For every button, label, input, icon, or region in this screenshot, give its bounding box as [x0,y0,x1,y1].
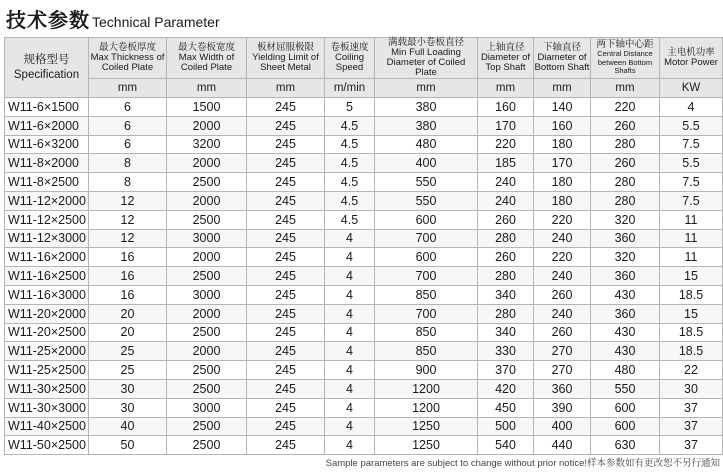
value-cell: 270 [534,361,591,380]
table-row [5,398,723,417]
value-cell: 360 [534,379,591,398]
header-col-thickness: 最大卷板厚度 Max Thickness of Coiled Plate [89,38,167,79]
value-cell: 245 [247,98,325,117]
value-cell: 900 [375,361,478,380]
value-cell: 4.5 [325,135,375,154]
value-cell: 330 [478,342,534,361]
value-cell: 5.5 [660,154,723,173]
value-cell: 4 [325,398,375,417]
disclaimer-note: Sample parameters are subject to change without prior notice!样本参数如有更改恕不另行通知 [325,458,720,469]
unit-cell: mm [478,79,534,98]
value-cell: 3200 [167,135,247,154]
value-cell: 20 [89,323,167,342]
value-cell: 4.5 [325,191,375,210]
model-cell: W11-50×2500 [5,436,89,455]
value-cell: 630 [591,436,660,455]
value-cell: 2000 [167,248,247,267]
value-cell: 2000 [167,342,247,361]
value-cell: 4 [325,361,375,380]
value-cell: 4 [660,98,723,117]
value-cell: 2500 [167,210,247,229]
unit-cell: m/min [325,79,375,98]
value-cell: 245 [247,135,325,154]
value-cell: 4 [325,342,375,361]
header-col-bottom-shaft: 下轴直径 Diameter of Bottom Shaft [534,38,591,79]
table-row [5,229,723,248]
value-cell: 260 [534,285,591,304]
value-cell: 2000 [167,191,247,210]
value-cell: 380 [375,116,478,135]
value-cell: 245 [247,304,325,323]
table-row [5,154,723,173]
value-cell: 4 [325,248,375,267]
value-cell: 245 [247,417,325,436]
value-cell: 220 [534,210,591,229]
header-model-cn: 规格型号 [23,53,70,66]
value-cell: 4 [325,417,375,436]
value-cell: 850 [375,323,478,342]
value-cell: 22 [660,361,723,380]
table-row [5,379,723,398]
value-cell: 220 [591,98,660,117]
value-cell: 245 [247,379,325,398]
value-cell: 360 [591,267,660,286]
value-cell: 240 [534,229,591,248]
value-cell: 140 [534,98,591,117]
value-cell: 240 [478,191,534,210]
value-cell: 2500 [167,173,247,192]
value-cell: 7.5 [660,173,723,192]
value-cell: 20 [89,304,167,323]
value-cell: 280 [591,135,660,154]
value-cell: 700 [375,229,478,248]
value-cell: 11 [660,248,723,267]
value-cell: 50 [89,436,167,455]
header-col-motor-power: 主电机功率 Motor Power [660,38,723,79]
value-cell: 700 [375,267,478,286]
value-cell: 430 [591,323,660,342]
value-cell: 3000 [167,229,247,248]
value-cell: 280 [478,267,534,286]
model-cell: W11-6×3200 [5,135,89,154]
header-model [5,38,89,98]
value-cell: 2500 [167,323,247,342]
table-row [5,436,723,455]
value-cell: 1250 [375,436,478,455]
value-cell: 8 [89,154,167,173]
title-chinese: 技术参数 [6,10,90,32]
value-cell: 6 [89,98,167,117]
value-cell: 12 [89,229,167,248]
value-cell: 4 [325,285,375,304]
value-cell: 245 [247,210,325,229]
value-cell: 37 [660,436,723,455]
table-row [5,135,723,154]
model-cell: W11-12×2000 [5,191,89,210]
header-col-min-diameter: 满载最小卷板直径 Min Full Loading Diameter of Coiled Plate [375,38,478,79]
value-cell: 7.5 [660,135,723,154]
value-cell: 1500 [167,98,247,117]
value-cell: 700 [375,304,478,323]
value-cell: 500 [478,417,534,436]
header-row [5,38,723,79]
value-cell: 180 [534,135,591,154]
value-cell: 4 [325,323,375,342]
value-cell: 280 [478,229,534,248]
unit-row [5,79,723,98]
value-cell: 245 [247,248,325,267]
table-row [5,417,723,436]
value-cell: 4 [325,229,375,248]
value-cell: 2000 [167,304,247,323]
value-cell: 280 [591,191,660,210]
table-row [5,98,723,117]
model-cell: W11-8×2500 [5,173,89,192]
value-cell: 850 [375,342,478,361]
value-cell: 6 [89,135,167,154]
value-cell: 16 [89,248,167,267]
model-cell: W11-25×2500 [5,361,89,380]
unit-cell: mm [247,79,325,98]
value-cell: 37 [660,417,723,436]
value-cell: 270 [534,342,591,361]
value-cell: 16 [89,267,167,286]
value-cell: 245 [247,436,325,455]
model-cell: W11-20×2500 [5,323,89,342]
value-cell: 12 [89,191,167,210]
header-col-speed: 卷板速度 Coiling Speed [325,38,375,79]
value-cell: 245 [247,229,325,248]
table-row [5,342,723,361]
page-title [6,4,220,33]
value-cell: 550 [591,379,660,398]
value-cell: 220 [534,248,591,267]
value-cell: 18.5 [660,323,723,342]
value-cell: 11 [660,210,723,229]
value-cell: 16 [89,285,167,304]
value-cell: 390 [534,398,591,417]
value-cell: 320 [591,210,660,229]
unit-cell: mm [591,79,660,98]
value-cell: 245 [247,361,325,380]
value-cell: 1200 [375,398,478,417]
value-cell: 245 [247,267,325,286]
header-col-central-distance: 两下轴中心距 Central Distance between Bottom Shafts [591,38,660,79]
value-cell: 245 [247,191,325,210]
value-cell: 260 [478,248,534,267]
value-cell: 18.5 [660,285,723,304]
value-cell: 6 [89,116,167,135]
unit-cell: mm [375,79,478,98]
value-cell: 280 [591,173,660,192]
value-cell: 280 [478,304,534,323]
value-cell: 245 [247,285,325,304]
model-cell: W11-16×3000 [5,285,89,304]
table-row [5,267,723,286]
value-cell: 2500 [167,267,247,286]
value-cell: 450 [478,398,534,417]
model-cell: W11-6×2000 [5,116,89,135]
table-row [5,173,723,192]
value-cell: 220 [478,135,534,154]
value-cell: 400 [375,154,478,173]
value-cell: 260 [534,323,591,342]
model-cell: W11-16×2000 [5,248,89,267]
value-cell: 4.5 [325,154,375,173]
value-cell: 600 [375,248,478,267]
value-cell: 600 [591,398,660,417]
model-cell: W11-40×2500 [5,417,89,436]
value-cell: 160 [534,116,591,135]
model-cell: W11-6×1500 [5,98,89,117]
value-cell: 245 [247,342,325,361]
value-cell: 245 [247,173,325,192]
header-col-yield: 板材屈服极限 Yielding Limit of Sheet Metal [247,38,325,79]
value-cell: 5 [325,98,375,117]
value-cell: 260 [591,116,660,135]
model-cell: W11-12×3000 [5,229,89,248]
value-cell: 380 [375,98,478,117]
model-cell: W11-12×2500 [5,210,89,229]
value-cell: 7.5 [660,191,723,210]
table-row [5,116,723,135]
value-cell: 245 [247,116,325,135]
value-cell: 240 [534,304,591,323]
value-cell: 2000 [167,116,247,135]
value-cell: 4 [325,436,375,455]
value-cell: 4.5 [325,173,375,192]
model-cell: W11-16×2500 [5,267,89,286]
value-cell: 25 [89,342,167,361]
value-cell: 245 [247,154,325,173]
value-cell: 245 [247,323,325,342]
value-cell: 600 [375,210,478,229]
value-cell: 3000 [167,285,247,304]
value-cell: 550 [375,173,478,192]
value-cell: 4 [325,379,375,398]
value-cell: 600 [591,417,660,436]
value-cell: 2000 [167,154,247,173]
value-cell: 30 [660,379,723,398]
model-cell: W11-30×3000 [5,398,89,417]
value-cell: 370 [478,361,534,380]
value-cell: 30 [89,379,167,398]
value-cell: 360 [591,229,660,248]
value-cell: 2500 [167,436,247,455]
value-cell: 180 [534,173,591,192]
value-cell: 260 [478,210,534,229]
value-cell: 480 [591,361,660,380]
header-col-top-shaft: 上轴直径 Diameter of Top Shaft [478,38,534,79]
value-cell: 2500 [167,379,247,398]
unit-cell: KW [660,79,723,98]
spec-table [4,37,723,455]
value-cell: 18.5 [660,342,723,361]
value-cell: 245 [247,398,325,417]
value-cell: 25 [89,361,167,380]
unit-cell: mm [89,79,167,98]
value-cell: 360 [591,304,660,323]
value-cell: 185 [478,154,534,173]
value-cell: 550 [375,191,478,210]
model-cell: W11-25×2000 [5,342,89,361]
value-cell: 4 [325,304,375,323]
value-cell: 340 [478,323,534,342]
value-cell: 240 [534,267,591,286]
table-row [5,361,723,380]
value-cell: 3000 [167,398,247,417]
value-cell: 170 [478,116,534,135]
value-cell: 260 [591,154,660,173]
value-cell: 540 [478,436,534,455]
value-cell: 30 [89,398,167,417]
value-cell: 5.5 [660,116,723,135]
value-cell: 4 [325,267,375,286]
table-row [5,248,723,267]
value-cell: 2500 [167,417,247,436]
header-col-width: 最大卷板宽度 Max Width of Coiled Plate [167,38,247,79]
value-cell: 15 [660,267,723,286]
table-row [5,191,723,210]
value-cell: 430 [591,342,660,361]
value-cell: 40 [89,417,167,436]
value-cell: 11 [660,229,723,248]
unit-cell: mm [167,79,247,98]
value-cell: 340 [478,285,534,304]
table-row [5,210,723,229]
value-cell: 1250 [375,417,478,436]
value-cell: 430 [591,285,660,304]
table-row [5,304,723,323]
value-cell: 4.5 [325,210,375,229]
table-row [5,285,723,304]
model-cell: W11-30×2500 [5,379,89,398]
value-cell: 180 [534,191,591,210]
value-cell: 400 [534,417,591,436]
value-cell: 420 [478,379,534,398]
value-cell: 170 [534,154,591,173]
value-cell: 2500 [167,361,247,380]
value-cell: 480 [375,135,478,154]
value-cell: 4.5 [325,116,375,135]
value-cell: 8 [89,173,167,192]
value-cell: 850 [375,285,478,304]
table-row [5,323,723,342]
value-cell: 1200 [375,379,478,398]
value-cell: 240 [478,173,534,192]
value-cell: 320 [591,248,660,267]
unit-cell: mm [534,79,591,98]
value-cell: 12 [89,210,167,229]
model-cell: W11-20×2000 [5,304,89,323]
header-model-en: Specification [13,68,80,81]
value-cell: 15 [660,304,723,323]
title-english: Technical Parameter [92,14,220,30]
model-cell: W11-8×2000 [5,154,89,173]
value-cell: 440 [534,436,591,455]
value-cell: 160 [478,98,534,117]
value-cell: 37 [660,398,723,417]
